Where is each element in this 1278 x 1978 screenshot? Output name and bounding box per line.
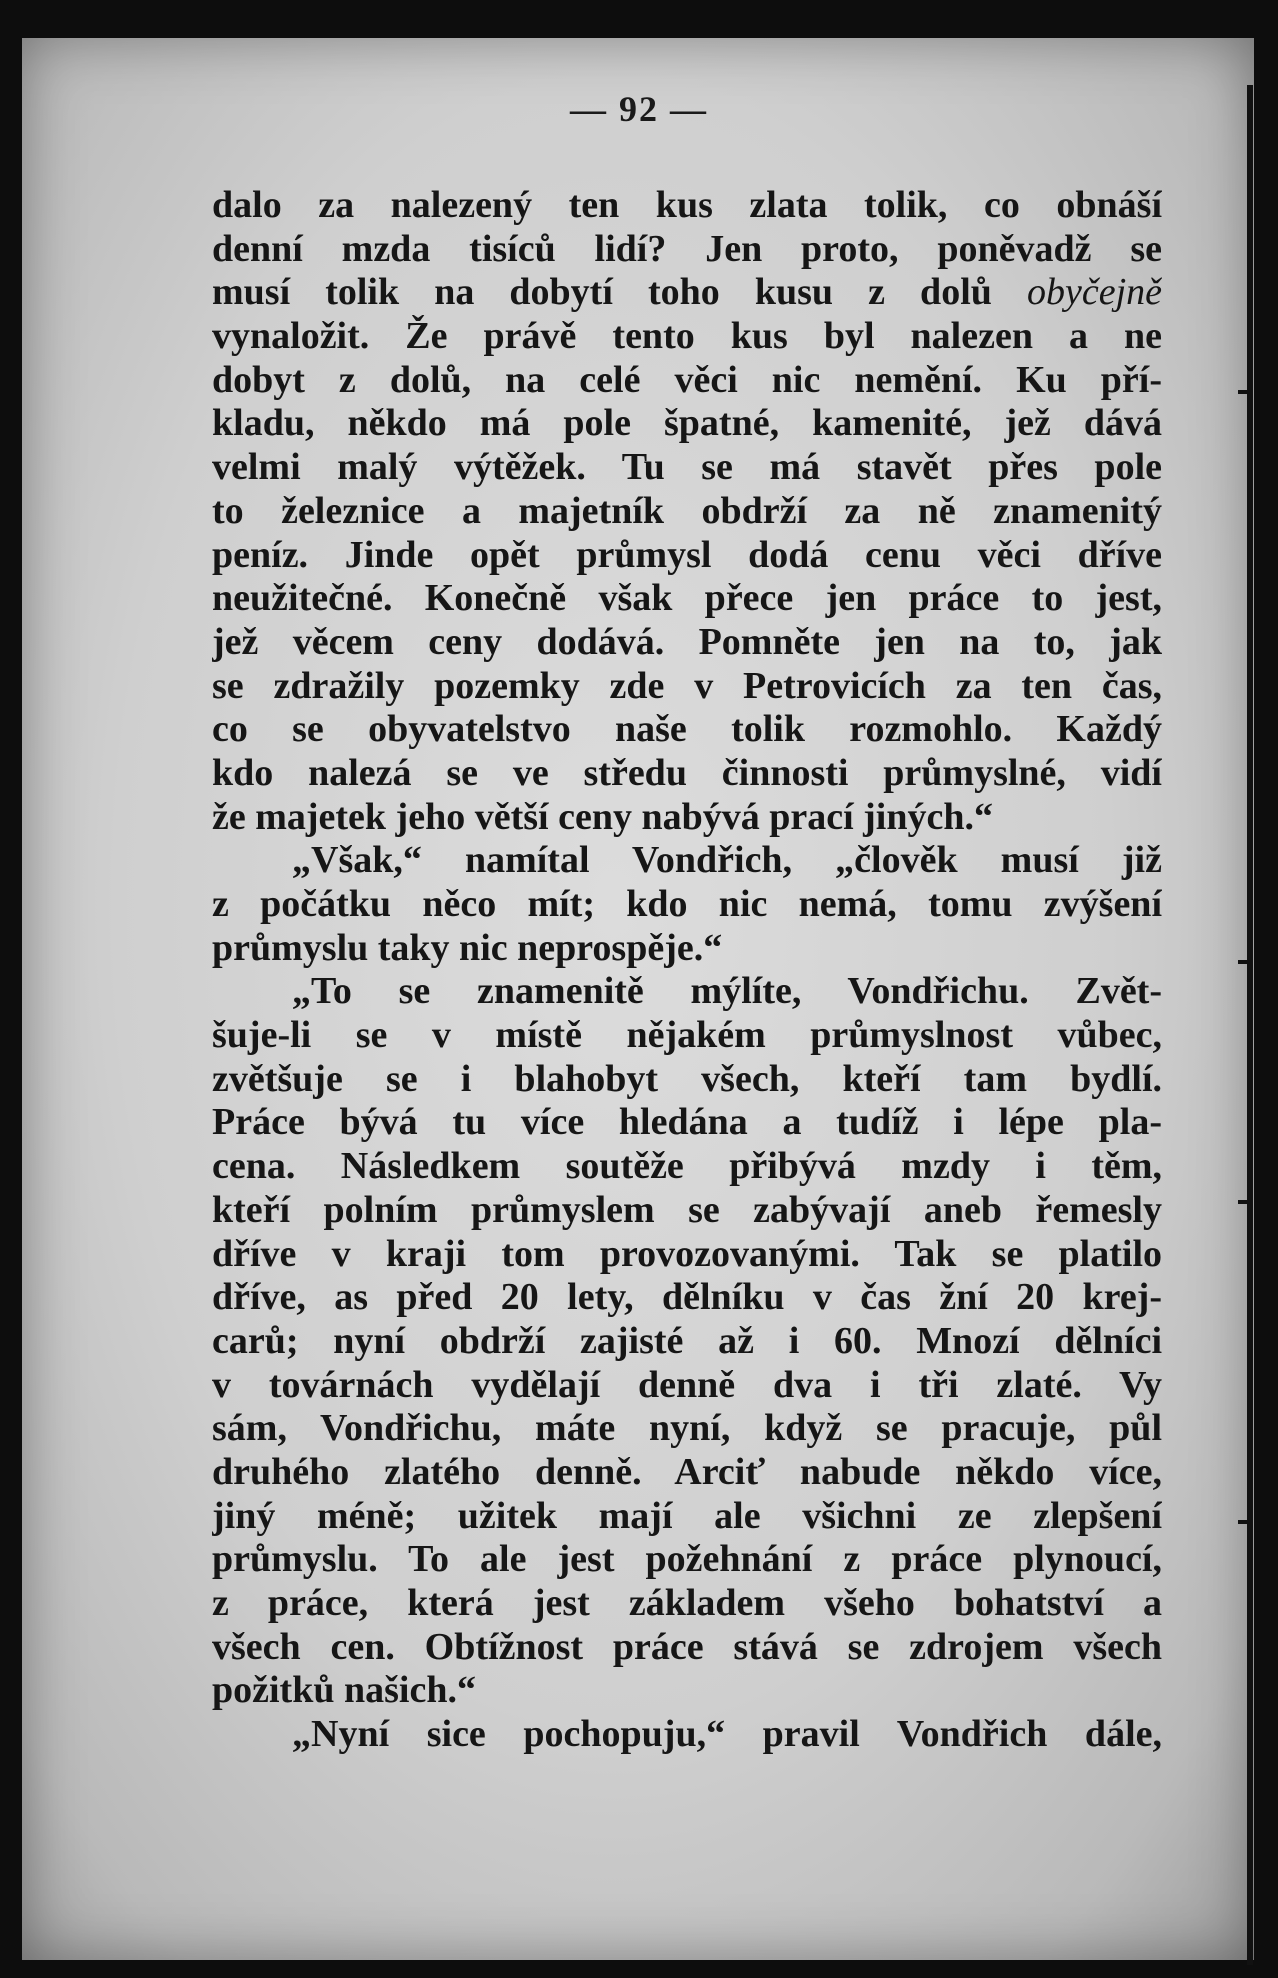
text-line-content: průmyslu taky nic neprospěje.“: [212, 926, 723, 969]
text-line-content: šuje-li se v místě nějakém průmyslnost vůbec,: [212, 1014, 1162, 1057]
text-line-content: se zdražily pozemky zde v Petrovicích za ten čas,: [212, 664, 1162, 707]
text-line-content: peníz. Jinde opět průmysl dodá cenu věci dříve: [212, 533, 1162, 576]
text-line-content: průmyslu. To ale jest požehnání z práce plynoucí,: [212, 1538, 1162, 1581]
text-line: [212, 490, 1162, 534]
edge-mark: [1238, 1200, 1250, 1204]
text-line-content: dalo za nalezený ten kus zlata tolik, co obnáší: [212, 184, 1162, 226]
text-line-content: v továrnách vydělají denně dva i tři zlaté. Vy: [212, 1363, 1162, 1406]
text-line-content: kteří polním průmyslem se zabývají aneb řemesly: [212, 1188, 1162, 1231]
text-line: [212, 1626, 1162, 1670]
text-line-content: dříve v kraji tom provozovanými. Tak se platilo: [212, 1232, 1162, 1275]
text-line-content: musí tolik na dobytí toho kusu z dolů: [212, 271, 992, 314]
text-line: [212, 796, 1162, 840]
text-line-content: kladu, někdo má pole špatné, kamenité, jež dává: [212, 402, 1162, 445]
text-line: [212, 1582, 1162, 1626]
text-line-content: „Nyní sice pochopuju,“ pravil Vondřich dále,: [292, 1713, 1162, 1756]
text-line: [212, 970, 1162, 1014]
edge-mark: [1238, 960, 1250, 964]
emphasized-word: obyčejně: [1026, 271, 1162, 314]
page-number: — 92 —: [570, 89, 708, 129]
binding-edge: [1247, 85, 1253, 1965]
text-line: [212, 1320, 1162, 1364]
text-line-content: zvětšuje se i blahobyt všech, kteří tam bydlí.: [212, 1057, 1162, 1100]
text-line: [212, 883, 1162, 927]
text-line: [212, 1014, 1162, 1058]
text-line-content: vynaložit. Že právě tento kus byl nalezen a ne: [212, 315, 1162, 358]
text-line: [212, 534, 1162, 578]
text-line-content: to železnice a majetník obdrží za ně znamenitý: [212, 489, 1162, 532]
text-line-content: požitků našich.“: [212, 1669, 476, 1712]
text-line: [212, 1364, 1162, 1408]
text-line: [212, 228, 1162, 272]
text-line-content: cena. Následkem soutěže přibývá mzdy i těm,: [212, 1145, 1162, 1188]
text-line: [212, 402, 1162, 446]
text-line-content: neužitečné. Konečně však přece jen práce to jest,: [212, 577, 1162, 620]
text-line-content: Práce bývá tu více hledána a tudíž i lépe pla-: [212, 1101, 1162, 1144]
text-line: [212, 752, 1162, 796]
text-line: [212, 839, 1162, 883]
text-line-content: jiný méně; užitek mají ale všichni ze zlepšení: [212, 1494, 1162, 1537]
text-line: [212, 1538, 1162, 1582]
text-line-content: velmi malý výtěžek. Tu se má stavět přes pole: [212, 446, 1162, 489]
text-line: [212, 315, 1162, 359]
text-line: [212, 1276, 1162, 1320]
text-line: [212, 577, 1162, 621]
text-line-content: „Však,“ namítal Vondřich, „člověk musí již: [292, 839, 1162, 882]
text-line: [212, 708, 1162, 752]
text-line: [212, 1233, 1162, 1277]
text-line-content: kdo nalezá se ve středu činnosti průmyslné, vidí: [212, 751, 1162, 794]
text-line-content: carů; nyní obdrží zajisté až i 60. Mnozí dělníci: [212, 1319, 1162, 1362]
text-line: [212, 1145, 1162, 1189]
text-line-content: co se obyvatelstvo naše tolik rozmohlo. Každý: [212, 708, 1162, 751]
text-line-content: sám, Vondřichu, máte nyní, když se pracuje, půl: [212, 1407, 1162, 1450]
text-line-content: z práce, která jest základem všeho bohatství a: [212, 1582, 1162, 1624]
text-line-content: denní mzda tisíců lidí? Jen proto, poněvadž se: [212, 227, 1162, 270]
text-line-content: dříve, as před 20 lety, dělníku v čas žní 20 krej-: [212, 1276, 1162, 1319]
text-line-content: z počátku něco mít; kdo nic nemá, tomu zvýšení: [212, 883, 1162, 925]
text-line-content: dobyt z dolů, na celé věci nic nemění. Ku pří-: [212, 358, 1162, 401]
text-line-content: druhého zlatého denně. Arciť nabude někdo více,: [212, 1450, 1162, 1493]
text-line-content: že majetek jeho větší ceny nabývá prací jiných.“: [212, 795, 993, 838]
edge-mark: [1238, 390, 1250, 394]
text-line: [212, 446, 1162, 490]
text-line: [212, 1407, 1162, 1451]
text-line-content: všech cen. Obtížnost práce stává se zdrojem všech: [212, 1625, 1162, 1668]
text-line: [212, 927, 1162, 971]
edge-mark: [1238, 1520, 1250, 1524]
body-text: [212, 184, 1162, 1757]
text-line: [212, 621, 1162, 665]
text-line: [212, 271, 1162, 315]
text-line-content: „To se znamenitě mýlíte, Vondřichu. Zvět-: [292, 970, 1162, 1013]
text-line: [212, 665, 1162, 709]
text-line: [212, 184, 1162, 228]
text-line: [212, 1495, 1162, 1539]
text-line: [212, 1058, 1162, 1102]
text-line-content: jež věcem ceny dodává. Pomněte jen na to, jak: [212, 620, 1162, 663]
text-line: [212, 1669, 1162, 1713]
text-line: [212, 1101, 1162, 1145]
text-line: [212, 1451, 1162, 1495]
text-line: [212, 359, 1162, 403]
text-line: [212, 1713, 1162, 1757]
text-line: [212, 1189, 1162, 1233]
